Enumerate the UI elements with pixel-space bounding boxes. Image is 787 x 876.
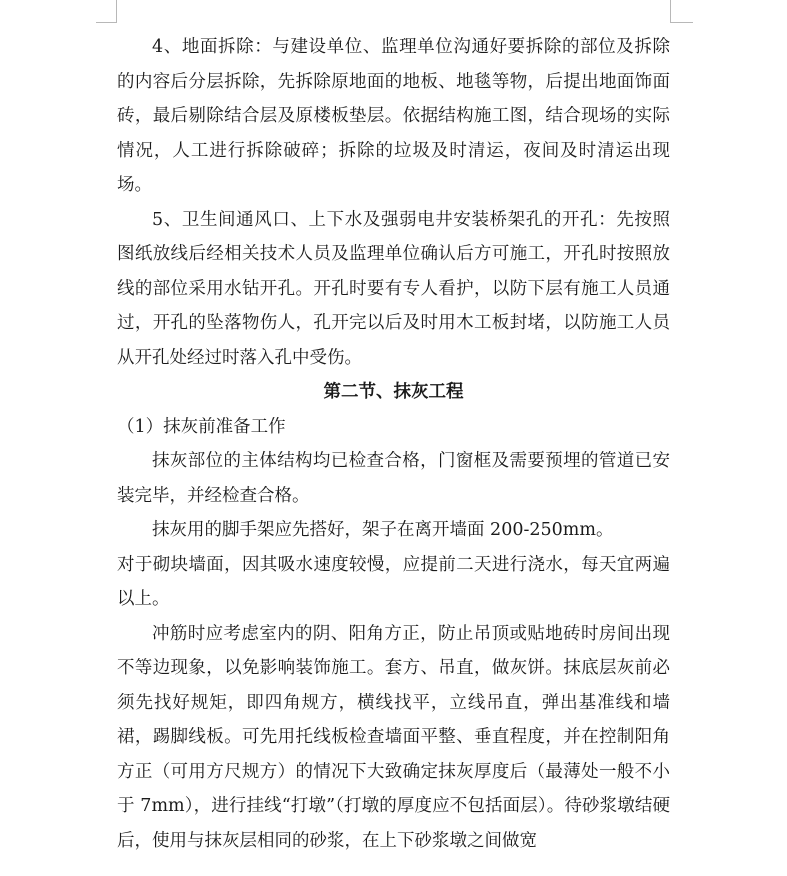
paragraph-scaffold: 抹灰用的脚手架应先搭好，架子在离开墙面 200-250mm。 <box>152 520 614 540</box>
paragraph-screeding: 冲筋时应考虑室内的阴、阳角方正，防止吊顶或贴地砖时房间出现不等边现象，以免影响装饰施工。套方、吊直，做灰饼。抹底层灰前必须先找好规矩，即四角规方，横线找平，立线吊直，弹出基准线和墙裙，踢脚线板。可先用托线板检查墙面平整、垂直程度，并在控制阳角方正（可用方尺规方）的情况下大致确定抹灰厚度后（最薄处一般不小于 7mm），进行挂线“打墩”（打墩的厚度应不包括面层）。待砂浆墩结硬后，使用与抹灰层相同的砂浆，在上下砂浆墩之间做宽 <box>117 623 670 851</box>
section-title: 第二节、抹灰工程 <box>323 382 464 402</box>
page-corner-mark-left <box>96 0 117 23</box>
paragraph-structure-check: 抹灰部位的主体结构均已检查合格，门窗框及需要预埋的管道已安装完毕，并经检查合格。 <box>117 451 670 506</box>
document-body <box>117 30 670 858</box>
page-corner-mark-right <box>670 0 693 23</box>
subsection-title: （1）抹灰前准备工作 <box>117 416 286 437</box>
paragraph-hole-opening: 5、卫生间通风口、上下水及强弱电井安装桥架孔的开孔：先按照图纸放线后经相关技术人员及监理单位确认后方可施工，开孔时按照放线的部位采用水钻开孔。开孔时要有专人看护，以防下层有施工人员通过，开孔的坠落物伤人，孔开完以后及时用木工板封堵，以防施工人员从开孔处经过时落入孔中受伤。 <box>117 209 670 368</box>
paragraph-floor-demolition: 4、地面拆除：与建设单位、监理单位沟通好要拆除的部位及拆除的内容后分层拆除，先拆除原地面的地板、地毯等物，后提出地面饰面砖，最后剔除结合层及原楼板垫层。依据结构施工图，结合现场的实际情况，人工进行拆除破碎；拆除的垃圾及时清运，夜间及时清运出现场。 <box>117 37 670 195</box>
paragraph-block-wall-watering: 对于砌块墙面，因其吸水速度较慢，应提前二天进行浇水，每天宜两遍以上。 <box>117 554 670 609</box>
